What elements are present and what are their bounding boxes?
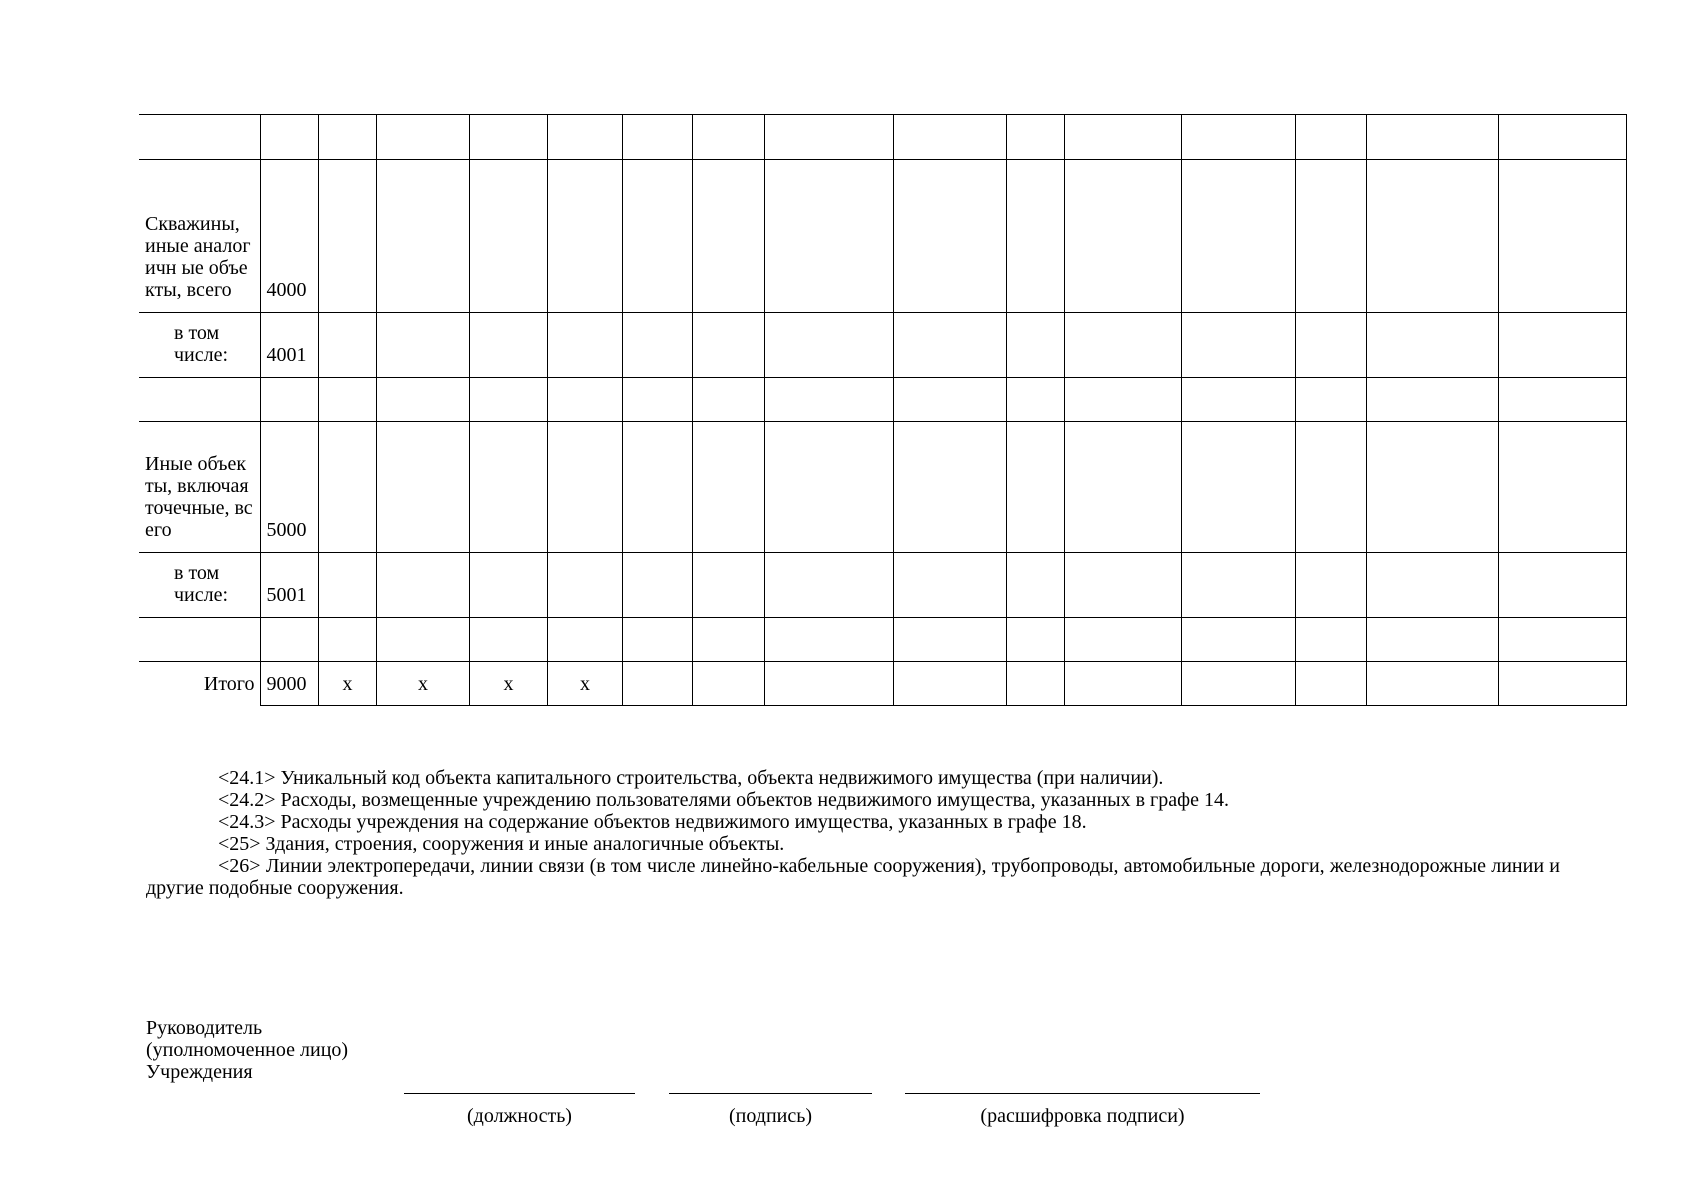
table-cell (1064, 618, 1181, 662)
table-cell (1181, 662, 1295, 706)
table-cell (1366, 422, 1498, 553)
table-cell (318, 378, 376, 422)
table-cell (1181, 553, 1295, 618)
table-cell (1181, 422, 1295, 553)
table-row-total (139, 662, 1626, 706)
table-cell (622, 160, 692, 313)
table-cell (1006, 422, 1064, 553)
table-cell (318, 618, 376, 662)
table-cell (1064, 553, 1181, 618)
table-cell (622, 115, 692, 160)
footnote: <24.2> Расходы, возмещенные учреждению пользователями объектов недвижимого имущества, указанных в графе 14. (218, 789, 1229, 811)
footnotes (146, 767, 1560, 899)
table-cell (692, 618, 764, 662)
table-cell (1498, 618, 1626, 662)
table-cell (622, 662, 692, 706)
table-cell (1295, 422, 1366, 553)
table-cell (318, 553, 376, 618)
table-cell (376, 422, 469, 553)
table-cell (1006, 115, 1064, 160)
table-cell (318, 313, 376, 378)
table-cell (1181, 160, 1295, 313)
table-cell (764, 553, 893, 618)
table-cell (469, 553, 547, 618)
table-cell (469, 160, 547, 313)
table-cell (893, 618, 1006, 662)
table-cell (893, 378, 1006, 422)
table-cell (1366, 662, 1498, 706)
table-cell (469, 115, 547, 160)
signer-line: Учреждения (146, 1061, 253, 1083)
table-cell (893, 115, 1006, 160)
row-code: 4000 (260, 160, 318, 313)
table-cell (1181, 313, 1295, 378)
table-cell (1006, 378, 1064, 422)
table-cell (764, 160, 893, 313)
table-cell (376, 378, 469, 422)
table-cell (469, 378, 547, 422)
table-cell (622, 378, 692, 422)
table-cell (1498, 662, 1626, 706)
table-cell (1498, 422, 1626, 553)
table-cell (1295, 553, 1366, 618)
table-cell (1366, 618, 1498, 662)
table-cell (547, 115, 622, 160)
table-cell (764, 313, 893, 378)
row-label: Иные объекты, включая точечные, всего (139, 422, 260, 553)
table-cell (469, 422, 547, 553)
table-cell (764, 378, 893, 422)
table-cell (376, 160, 469, 313)
table-cell (1366, 160, 1498, 313)
table-cell (622, 618, 692, 662)
table-cell (1295, 378, 1366, 422)
table-cell (692, 160, 764, 313)
table-cell (764, 618, 893, 662)
table-cell (1181, 378, 1295, 422)
name-caption: (расшифровка подписи) (980, 1105, 1185, 1127)
table-cell (1366, 313, 1498, 378)
table-cell (1498, 115, 1626, 160)
table-cell (692, 553, 764, 618)
table-cell (1006, 662, 1064, 706)
x-mark: x (547, 662, 622, 706)
table-cell (1181, 115, 1295, 160)
row-code: 5000 (260, 422, 318, 553)
footnote: <24.1> Уникальный код объекта капитального строительства, объекта недвижимого имущества (при наличии). (218, 767, 1164, 789)
table-cell (1295, 313, 1366, 378)
table-row (139, 618, 1626, 662)
table-cell (622, 313, 692, 378)
footnote: <25> Здания, строения, сооружения и иные аналогичные объекты. (218, 833, 785, 855)
table-cell (1366, 553, 1498, 618)
table-cell (139, 378, 260, 422)
signer-title (146, 1017, 348, 1083)
table-cell (547, 313, 622, 378)
table-cell (1006, 160, 1064, 313)
table-row (139, 115, 1626, 160)
table-cell (1295, 115, 1366, 160)
row-label: Скважины, иные аналогичн ые объекты, всего (139, 160, 260, 313)
footnote: <26> Линии электропередачи, линии связи (в том числе линейно-кабельные сооружения), трубопроводы, автомобильные дороги, железнодорожные линии и другие подобные сооружения. (146, 855, 1560, 899)
table-cell (1181, 618, 1295, 662)
row-code: 5001 (260, 553, 318, 618)
position-caption: (должность) (467, 1105, 572, 1127)
table-cell (376, 115, 469, 160)
table-cell (692, 662, 764, 706)
table-cell (376, 313, 469, 378)
table-cell (139, 618, 260, 662)
table-cell (764, 115, 893, 160)
table-cell (260, 618, 318, 662)
table-cell (1064, 313, 1181, 378)
table-cell (692, 422, 764, 553)
table-cell (1006, 618, 1064, 662)
table-cell (318, 422, 376, 553)
table-cell (1064, 662, 1181, 706)
x-mark: x (318, 662, 376, 706)
signature-caption: (подпись) (728, 1105, 813, 1127)
footnote: <24.3> Расходы учреждения на содержание объектов недвижимого имущества, указанных в графе 18. (218, 811, 1087, 833)
table-cell (260, 378, 318, 422)
x-mark: x (469, 662, 547, 706)
table-row (139, 422, 1626, 553)
table-cell (376, 618, 469, 662)
signer-line: (уполномоченное лицо) (146, 1039, 349, 1061)
table-cell (1295, 662, 1366, 706)
table-cell (1366, 378, 1498, 422)
table-cell (893, 553, 1006, 618)
table-cell (1295, 618, 1366, 662)
table-cell (893, 160, 1006, 313)
table-cell (1498, 313, 1626, 378)
table-cell (547, 618, 622, 662)
table-cell (547, 553, 622, 618)
row-label: Итого (139, 662, 260, 706)
table-cell (376, 553, 469, 618)
table-cell (547, 422, 622, 553)
table-cell (764, 662, 893, 706)
signature-line (669, 1093, 872, 1094)
table-cell (318, 115, 376, 160)
position-signature-line (404, 1093, 635, 1094)
table-cell (1366, 115, 1498, 160)
table-cell (622, 553, 692, 618)
table-cell (469, 313, 547, 378)
table-cell (764, 422, 893, 553)
table-cell (893, 422, 1006, 553)
row-label: в том числе: (139, 553, 260, 618)
table-cell (547, 378, 622, 422)
table-row (139, 160, 1626, 313)
table-cell (893, 662, 1006, 706)
table-cell (547, 160, 622, 313)
table-row (139, 313, 1626, 378)
table-row (139, 378, 1626, 422)
table-cell (1064, 422, 1181, 553)
table-cell (1006, 313, 1064, 378)
table-cell (469, 618, 547, 662)
table-cell (692, 313, 764, 378)
x-mark: x (376, 662, 469, 706)
property-table (139, 114, 1627, 706)
table-cell (692, 115, 764, 160)
table-cell (1498, 553, 1626, 618)
table-cell (1064, 115, 1181, 160)
table-cell (622, 422, 692, 553)
row-code: 4001 (260, 313, 318, 378)
table-cell (139, 115, 260, 160)
table-cell (1006, 553, 1064, 618)
name-signature-line (905, 1093, 1260, 1094)
table-cell (1498, 160, 1626, 313)
table-cell (318, 160, 376, 313)
table-cell (692, 378, 764, 422)
row-label: в том числе: (139, 313, 260, 378)
table-cell (1064, 160, 1181, 313)
row-code: 9000 (260, 662, 318, 706)
table-cell (1064, 378, 1181, 422)
table-cell (1295, 160, 1366, 313)
table-cell (260, 115, 318, 160)
table-cell (893, 313, 1006, 378)
table-row (139, 553, 1626, 618)
table-cell (1498, 378, 1626, 422)
signer-line: Руководитель (146, 1017, 263, 1039)
